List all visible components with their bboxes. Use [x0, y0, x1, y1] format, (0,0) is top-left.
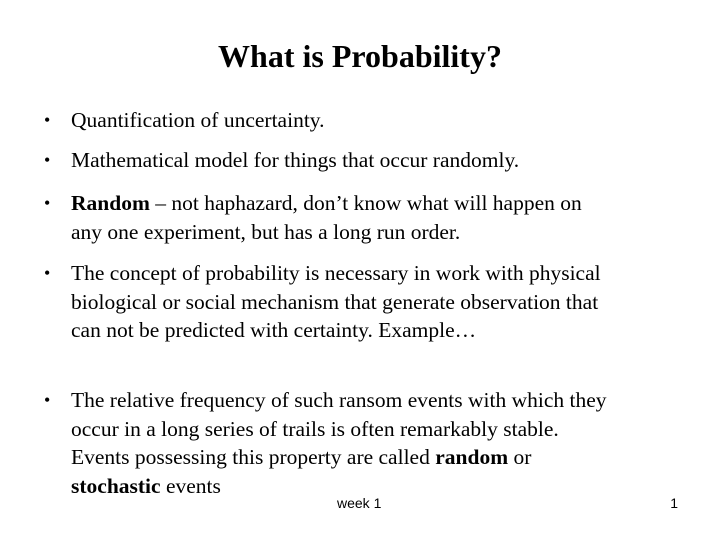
bullet-text-line: any one experiment, but has a long run order. — [71, 219, 461, 244]
bullet-text-segment: or — [508, 445, 532, 469]
bullet-text-segment: – not haphazard, don’t know what will happen on — [149, 191, 582, 215]
bullet-icon: • — [44, 390, 51, 410]
bullet-item-3 — [44, 189, 684, 246]
bullet-text-line — [71, 443, 684, 472]
bullet-text-segment: Events possessing this property are called — [71, 445, 436, 469]
bullet-text-line: biological or social mechanism that generate observation that — [71, 289, 599, 314]
bullet-item-1 — [44, 106, 684, 135]
bullet-text-line: occur in a long series of trails is often remarkably stable. — [71, 416, 559, 441]
bullet-text-line: Quantification of uncertainty. — [71, 108, 325, 132]
slide-title: What is Probability? — [218, 38, 502, 74]
bullet-icon: • — [44, 263, 51, 283]
footer-page-number: 1 — [670, 495, 678, 511]
bullet-text-line: can not be predicted with certainty. Example… — [71, 318, 477, 342]
bullet-item-2 — [44, 146, 684, 175]
bullet-item-5 — [44, 386, 684, 500]
footer-week-label: week 1 — [337, 495, 382, 511]
bullet-text-line: The relative frequency of such ransom events with which they — [71, 388, 607, 412]
bullet-text-line: Mathematical model for things that occur randomly. — [71, 148, 520, 172]
bullet-item-4 — [44, 259, 684, 345]
bullet-icon: • — [44, 193, 51, 213]
bold-term: stochastic — [71, 473, 161, 498]
bold-term: random — [435, 445, 509, 469]
bullet-text-line — [71, 189, 684, 218]
bullet-icon: • — [44, 110, 51, 130]
bullet-icon: • — [44, 150, 51, 170]
bullet-text-segment: events — [160, 473, 221, 498]
bold-term: Random — [71, 191, 150, 215]
bullet-text-line: The concept of probability is necessary in work with physical — [71, 261, 601, 285]
